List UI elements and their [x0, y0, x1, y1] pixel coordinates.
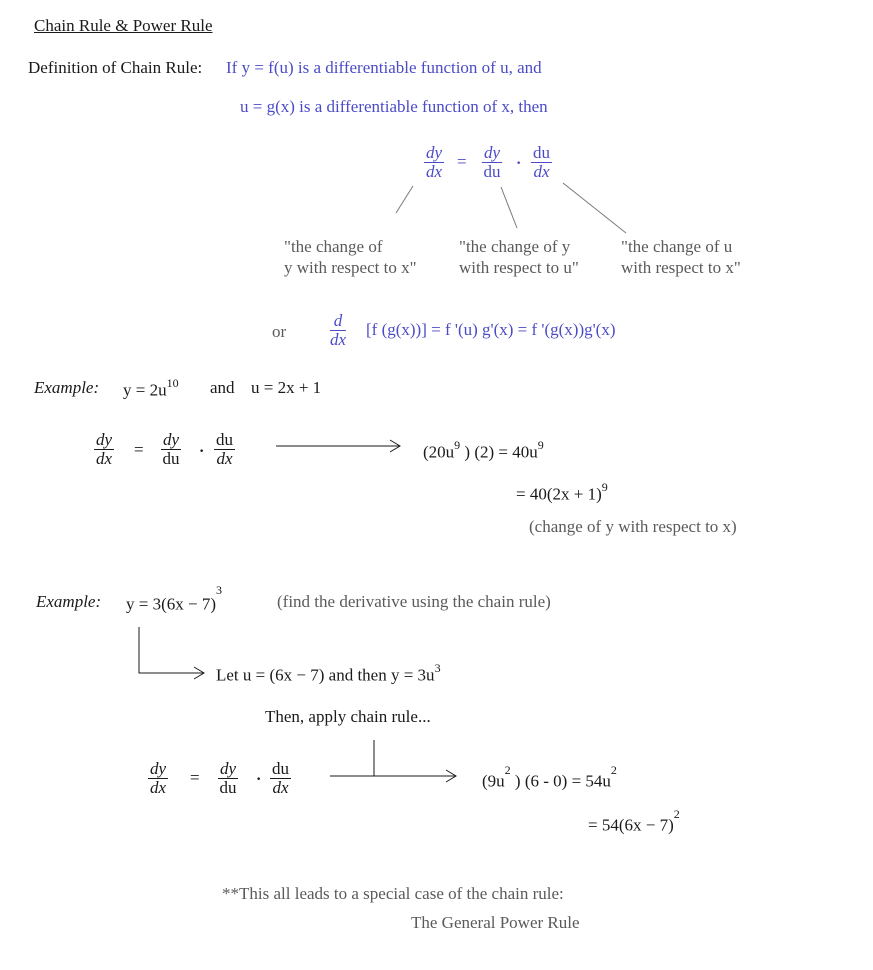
denominator: dx: [330, 330, 347, 349]
y-eq-text: y = 3(6x − 7): [126, 594, 216, 614]
equals-sign: =: [190, 768, 200, 787]
multiply-dot: ·: [515, 150, 523, 175]
denominator: du: [483, 162, 501, 181]
pointer-line-du-dx: [563, 183, 626, 233]
definition-line-1: If y = f(u) is a differentiable function of u, and: [226, 58, 542, 77]
example-2-then: Then, apply chain rule...: [265, 707, 431, 726]
denominator: dx: [150, 778, 167, 797]
denominator: du: [219, 778, 237, 797]
step-text: = 40(2x + 1): [516, 484, 602, 504]
note-line: with respect to u": [459, 258, 579, 277]
step-text: = 54(6x − 7): [588, 815, 674, 835]
note-line: y with respect to x": [284, 258, 417, 277]
numerator: dy: [163, 430, 180, 449]
note-line: with respect to x": [621, 258, 741, 277]
step-text: ) (6 - 0) = 54u: [510, 771, 611, 791]
denominator: dx: [533, 162, 550, 181]
numerator: dy: [220, 759, 237, 778]
example-2-label: Example:: [36, 592, 102, 611]
equals-sign: =: [134, 440, 144, 459]
denominator: dx: [426, 162, 443, 181]
numerator: dy: [426, 143, 443, 162]
footer-line-1: **This all leads to a special case of the chain rule:: [222, 884, 564, 903]
numerator: du: [216, 430, 233, 449]
elbow-arrow-example-2: [139, 627, 204, 673]
numerator: dy: [484, 143, 501, 162]
equals-sign: =: [457, 152, 467, 171]
denominator: dx: [216, 449, 233, 468]
numerator: du: [272, 759, 289, 778]
y-eq-text: y = 2u: [123, 380, 167, 400]
let-text: Let u = (6x − 7) and then y = 3u: [216, 665, 435, 685]
note-line: "the change of y: [459, 237, 571, 256]
step-text: (9u: [482, 771, 505, 791]
note-line: "the change of u: [621, 237, 733, 256]
denominator: dx: [272, 778, 289, 797]
and-label: and: [210, 378, 235, 397]
example-1-u-eq: u = 2x + 1: [251, 378, 322, 397]
step-text: ) (2) = 40u: [460, 442, 538, 462]
exponent: 3: [216, 583, 222, 597]
or-label: or: [272, 322, 287, 341]
denominator: dx: [96, 449, 113, 468]
exponent: 2: [673, 807, 680, 821]
definition-label: Definition of Chain Rule:: [28, 58, 203, 77]
pointer-line-dy-du: [501, 187, 517, 228]
exponent: 9: [601, 480, 608, 494]
exponent: 2: [504, 763, 511, 777]
denominator: du: [162, 449, 180, 468]
multiply-dot: ·: [255, 766, 263, 791]
example-2-hint: (find the derivative using the chain rule): [277, 592, 551, 611]
exponent: 9: [537, 438, 544, 452]
exponent: 9: [454, 438, 461, 452]
note-line: "the change of: [284, 237, 383, 256]
definition-line-2: u = g(x) is a differentiable function of x, then: [240, 97, 548, 116]
numerator: dy: [96, 430, 113, 449]
exponent: 2: [610, 763, 617, 777]
step-text: (20u: [423, 442, 455, 462]
numerator: d: [330, 313, 346, 331]
footer-line-2: The General Power Rule: [411, 913, 580, 932]
example-1-note: (change of y with respect to x): [529, 517, 737, 536]
alternate-formula: [f (g(x))] = f '(u) g'(x) = f '(g(x))g'(x): [366, 320, 616, 339]
multiply-dot: ·: [198, 438, 206, 463]
exponent: 3: [434, 661, 441, 675]
numerator: dy: [150, 759, 167, 778]
example-1-label: Example:: [34, 378, 100, 397]
numerator: du: [533, 143, 550, 162]
exponent: 10: [166, 376, 179, 390]
pointer-line-dy-dx: [396, 186, 413, 213]
page-title: Chain Rule & Power Rule: [34, 16, 213, 35]
